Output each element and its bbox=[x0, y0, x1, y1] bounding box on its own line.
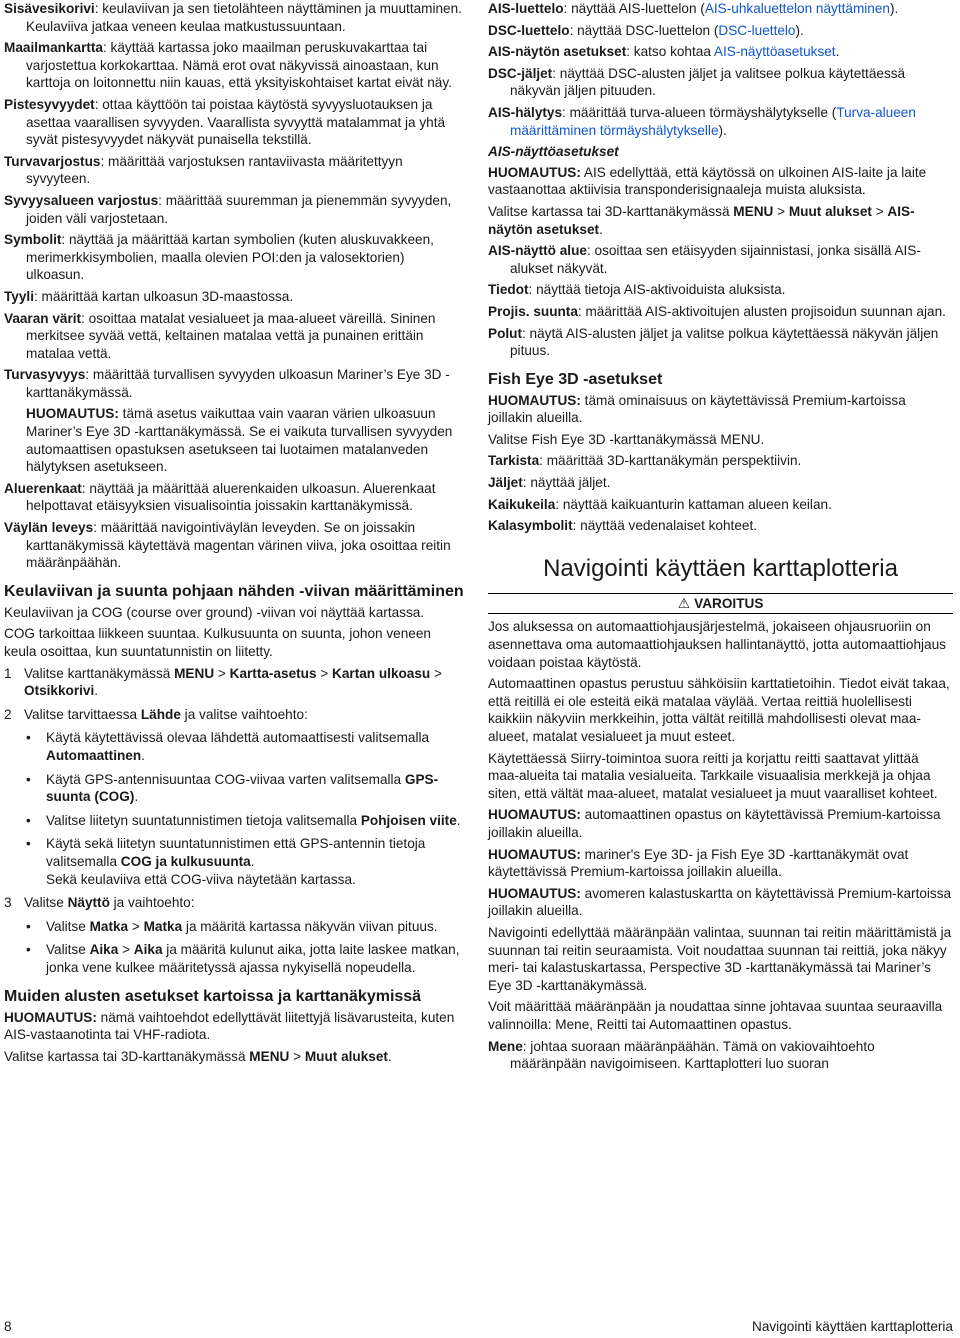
step-item bbox=[4, 894, 466, 976]
ais-subheading: AIS-näyttöasetukset bbox=[488, 144, 619, 160]
option-item: • Käytä käytettävissä olevaa lähdettä automaattisesti valitsemalla Automaattinen. bbox=[24, 729, 466, 764]
left-paragraph: Vaaran värit: osoittaa matalat vesialueet ja maa-alueet väreillä. Sininen merkitsee syvää vettä, keltainen matalaa vettä ja punainen erittäin matalaa vettä. bbox=[4, 310, 436, 361]
ais-paragraph: AIS-näytön asetukset: katso kohtaa AIS-näyttöasetukset. bbox=[488, 44, 840, 60]
ais-paragraph: Valitse kartassa tai 3D-karttanäkymässä MENU > Muut alukset > AIS-näytön asetukset. bbox=[488, 203, 915, 237]
other-vessels-paragraph: HUOMAUTUS: nämä vaihtoehdot edellyttävät liitettyjä lisävarusteita, kuten AIS-vastaanotinta tai VHF-radiota. bbox=[4, 1009, 455, 1043]
navigation-paragraph: Navigointi edellyttää määränpään valintaa, suunnan tai reitin määrittämistä ja suunnan tai reitin seuraamista. Voit noudattaa suunnan tai reittiä, joka näkyy meri- tai kalastuskartassa, Perspective 3D -karttanäkymässä tai Mariner’s Eye 3D -karttanäkymässä. bbox=[488, 924, 952, 993]
navigation-paragraph: Käytettäessä Siirry-toimintoa suora reitti ja korjattu reitti saattavat ylittää maa-alueita tai matalia vesialueita. Tarkkaile visuaalisia merkkejä ja ohjaa siten, että vältät maa-alueet, matalat vesialueet ja muut vaaralliset kohteet. bbox=[488, 750, 938, 801]
navigation-paragraph: Automaattinen opastus perustuu sähköisiin karttatietoihin. Tiedot eivät takaa, että reitillä ei ole esteitä eikä matalaa väylää. Vertaa reittiä huolellisesti kaikkiin näkyviin merkkeihin, jotta vältät reitillä mahdollisesti olevat maa-alueet, matalat vesialueet ja muut esteet. bbox=[488, 676, 950, 744]
option-item: • Valitse liitetyn suuntatunnistimen tietoja valitsemalla Pohjoisen viite. bbox=[24, 812, 466, 830]
navigation-paragraph: HUOMAUTUS: mariner's Eye 3D- ja Fish Eye 3D -karttanäkymät ovat käytettävissä Premium-kartoissa joillakin alueilla. bbox=[488, 846, 909, 880]
left-paragraph: Turvavarjostus: määrittää varjostuksen rantaviivasta määritettyyn syvyyteen. bbox=[4, 153, 403, 187]
step-text: Valitse Näyttö ja vaihtoehto: bbox=[24, 895, 195, 911]
step-number: 2 bbox=[4, 706, 12, 722]
left-settings-list bbox=[4, 0, 466, 661]
ais-paragraph: HUOMAUTUS: AIS edellyttää, että käytössä on ulkoinen AIS-laite ja laite vastaanottaa aktiivisia transponderisignaaleja muista aluksista. bbox=[488, 164, 927, 198]
left-paragraph: Turvasyvyys: määrittää turvallisen syvyyden ulkoasun Mariner’s Eye 3D -karttanäkymässä. bbox=[4, 367, 450, 400]
warning-banner bbox=[488, 593, 953, 615]
step-item bbox=[4, 665, 466, 700]
option-item: • Käytä GPS-antennisuuntaa COG-viivaa varten valitsemalla GPS-suunta (COG). bbox=[24, 771, 466, 806]
ais-settings-section bbox=[488, 0, 953, 535]
warning-text: Jos aluksessa on automaattiohjausjärjestelmä, jokaiseen ohjausruoriin on asennettava oma automaattiohjauksen hallintanäyttö, jotta automaattiohjaus voidaan poistaa käytöstä. bbox=[488, 619, 946, 670]
ais-paragraph: Polut: näytä AIS-alusten jäljet ja valitse polkua käytettäessä näkyvän jäljen pituus. bbox=[488, 325, 939, 359]
step-options bbox=[24, 729, 466, 888]
left-paragraph: Symbolit: näyttää ja määrittää kartan symbolien (kuten aluskuvakkeen, merimerkkisymbolien, maalla olevien POI:den ja valosektorien) ulkoasun. bbox=[4, 232, 434, 283]
right-column bbox=[488, 0, 953, 1077]
left-paragraph: Keulaviivan ja COG (course over ground) -viivan voi näyttää kartassa. bbox=[4, 604, 425, 620]
left-paragraph: Aluerenkaat: näyttää ja määrittää aluerenkaiden ulkoasun. Aluerenkaat helpottavat etäisyyksien visualisointia joissakin karttanäkymissä. bbox=[4, 480, 436, 514]
navigation-paragraph: Mene: johtaa suoraan määränpäähän. Tämä on vakiovaihtoehto määränpään navigoimiseen. Karttaplotteri luo suoran bbox=[488, 1038, 875, 1072]
ais-paragraph: Tiedot: näyttää tietoja AIS-aktivoiduista aluksista. bbox=[488, 282, 786, 298]
ais-paragraph: Valitse Fish Eye 3D -karttanäkymässä MENU. bbox=[488, 431, 765, 447]
left-paragraph: Maailmankartta: käyttää kartassa joko maailman peruskuvakarttaa tai varjostettua korkokarttaa. Nämä erot ovat näkyvissä ainoastaan, kun karttoja on loitonnettu niin kauas, että yksityiskohtaiset kartat eivät näy. bbox=[4, 40, 452, 91]
other-vessels-paragraph: Valitse kartassa tai 3D-karttanäkymässä MENU > Muut alukset. bbox=[4, 1048, 392, 1064]
ais-paragraph: Projis. suunta: määrittää AIS-aktivoitujen alusten projisoidun suunnan ajan. bbox=[488, 303, 946, 319]
step-text: Valitse tarvittaessa Lähde ja valitse vaihtoehto: bbox=[24, 706, 308, 722]
left-paragraph: COG tarkoittaa liikkeen suuntaa. Kulkusuunta on suunta, johon veneen keula osoittaa, kun suuntatunnistin on liitetty. bbox=[4, 626, 431, 659]
step-number: 1 bbox=[4, 665, 12, 681]
chapter-title: Navigointi käyttäen karttaplotteria bbox=[543, 554, 898, 582]
left-column bbox=[4, 0, 466, 1069]
left-paragraph: Syvyysalueen varjostus: määrittää suuremman ja pienemmän syvyyden, joiden väli varjostetaan. bbox=[4, 192, 452, 226]
ais-paragraph: AIS-hälytys: määrittää turva-alueen törmäyshälytykselle (Turva-alueen määrittäminen törmäyshälytykselle). bbox=[488, 104, 916, 138]
warning-triangle-icon: ⚠ bbox=[677, 594, 691, 611]
ais-paragraph: Kaikukeila: näyttää kaikuanturin kattaman alueen keilan. bbox=[488, 496, 832, 512]
left-paragraph: Pistesyvyydet: ottaa käyttöön tai poistaa käytöstä syvyysluotauksen ja asettaa vaarallisen syvyyden. Vaarallista syvyyttä matalammat ja yhtä syvät pistesyvyydet näkyvät punaisella tekstillä. bbox=[4, 96, 446, 148]
option-item: • Käytä sekä liitetyn suuntatunnistimen että GPS-antennin tietoja valitsemalla COG ja kulkusuunta. Sekä keulaviiva että COG-viiva näytetään kartassa. bbox=[24, 835, 466, 888]
page-number: 8 bbox=[4, 1319, 12, 1334]
ais-paragraph: DSC-jäljet: näyttää DSC-alusten jäljet ja valitsee polkua käytettäessä näkyvän jäljen pituuden. bbox=[488, 65, 906, 99]
left-paragraph: Tyyli: määrittää kartan ulkoasun 3D-maastossa. bbox=[4, 288, 294, 304]
step-number: 3 bbox=[4, 895, 12, 911]
warning-label: VAROITUS bbox=[694, 595, 764, 611]
ais-paragraph: Jäljet: näyttää jäljet. bbox=[488, 475, 611, 491]
option-item: • Valitse Matka > Matka ja määritä kartassa näkyvän viivan pituus. bbox=[24, 918, 466, 936]
step-text: Valitse karttanäkymässä MENU > Kartta-asetus > Kartan ulkoasu > Otsikkorivi. bbox=[24, 665, 442, 699]
step-options bbox=[24, 918, 466, 977]
other-vessels-section bbox=[4, 987, 466, 1066]
ais-paragraph: HUOMAUTUS: tämä ominaisuus on käytettävissä Premium-kartoissa joillakin alueilla. bbox=[488, 392, 906, 426]
left-paragraph: HUOMAUTUS: tämä asetus vaikuttaa vain vaaran värien ulkoasuun Mariner’s Eye 3D -karttanäkymässä. Se ei vaikuta turvallisen syvyyden automaattisen opastuksen asetukseen tai luotaimen matalanveden hälytyksen asetukseen. bbox=[26, 406, 453, 475]
navigation-paragraph: Voit määrittää määränpään ja noudattaa sinne johtavaa suuntaa seuraavilla valinnoilla: Mene, Reitti tai Automaattinen opastus. bbox=[488, 999, 943, 1032]
ais-paragraph: DSC-luettelo: näyttää DSC-luettelon (DSC-luettelo). bbox=[488, 22, 804, 38]
navigation-section bbox=[488, 675, 953, 1072]
ais-paragraph: Tarkista: määrittää 3D-karttanäkymän perspektiivin. bbox=[488, 453, 802, 469]
left-paragraph: Väylän leveys: määrittää navigointiväylän leveyden. Se on joissakin karttanäkymissä käytettävä magentan värinen viiva, joka osoittaa reitin määränpäähän. bbox=[4, 520, 451, 571]
left-paragraph: Sisävesikorivi: keulaviivan ja sen tietolähteen näyttäminen ja muuttaminen. Keulaviiva jatkaa veneen keulaa matkustussuuntaan. bbox=[4, 1, 462, 34]
ais-paragraph: AIS-luettelo: näyttää AIS-luettelon (AIS-uhkaluettelon näyttäminen). bbox=[488, 1, 899, 16]
ais-paragraph: AIS-näyttö alue: osoittaa sen etäisyyden sijainnistasi, jonka sisällä AIS-alukset näkyvät. bbox=[488, 243, 921, 276]
ais-heading: Fish Eye 3D -asetukset bbox=[488, 370, 663, 388]
heading-line-steps bbox=[4, 665, 466, 977]
navigation-paragraph: HUOMAUTUS: automaattinen opastus on käytettävissä Premium-kartoissa joillakin alueilla. bbox=[488, 807, 941, 840]
other-vessels-heading: Muiden alusten asetukset kartoissa ja karttanäkymissä bbox=[4, 987, 422, 1005]
left-heading: Keulaviivan ja suunta pohjaan nähden -viivan määrittäminen bbox=[4, 582, 464, 600]
ais-paragraph: Kalasymbolit: näyttää vedenalaiset kohteet. bbox=[488, 518, 758, 534]
option-item: • Valitse Aika > Aika ja määritä kulunut aika, jotta laite laskee matkan, jonka vene kulkee määritetyssä ajassa nykyisellä nopeudella. bbox=[24, 941, 466, 976]
navigation-paragraph: HUOMAUTUS: avomeren kalastuskartta on käytettävissä Premium-kartoissa joillakin alueilla. bbox=[488, 885, 952, 919]
step-item bbox=[4, 706, 466, 888]
footer-section-title: Navigointi käyttäen karttaplotteria bbox=[752, 1319, 953, 1334]
